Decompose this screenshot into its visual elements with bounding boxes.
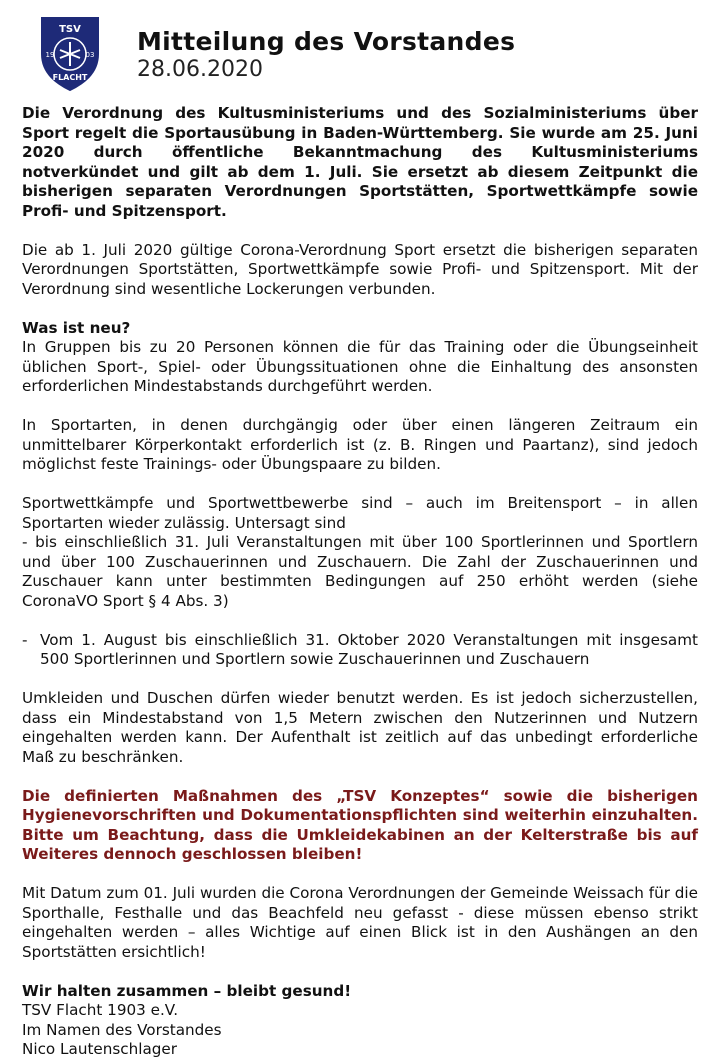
intro-paragraph: Die Verordnung des Kultusministeriums und des Sozialministeriums über Sport regelt die Sportausübung in Baden-Württemberg. Sie wurde am 25. Juni 2020 durch öffentliche Bekanntmachung des Kultusministeriums notverkündet und gilt ab dem 1. Juli. Sie ersetzt ab diesem Zeitpunkt die bisherigen separaten Verordnungen Sportstätten, Sportwettkämpfe sowie Profi- und Spitzensport. <box>22 104 698 220</box>
whats-new-heading: Was ist neu? <box>22 318 131 337</box>
paragraph-contact-sports: In Sportarten, in denen durchgängig oder über einen längeren Zeitraum ein unmittelbarer Körperkontakt erforderlich ist (z. B. Ringen und Paartanz), sind jedoch möglichst feste Trainings- oder Übungspaare zu bilden. <box>22 416 698 473</box>
club-logo <box>38 14 102 92</box>
competitions-item-1: - bis einschließlich 31. Juli Veranstaltungen mit über 100 Sportlerinnen und Sportlern und über 100 Zuschauerinnen und Zuschauern. Die Zahl der Zuschauerinnen und Zuschauer kann unter bestimmten Bedingungen auf 250 erhöht werden (siehe CoronaVO Sport § 4 Abs. 3) <box>22 533 698 610</box>
logo-year-right: 03 <box>85 51 95 59</box>
announcement-body <box>22 104 698 1060</box>
closing-signatory: Nico Lautenschlager <box>22 1040 178 1058</box>
competitions-item-2 <box>22 631 698 670</box>
warning-paragraph: Die definierten Maßnahmen des „TSV Konzeptes“ sowie die bisherigen Hygienevorschriften und Dokumentationspflichten sind weiterhin einzuhalten. Bitte um Beachtung, dass die Umkleidekabinen an der Kelterstraße bis auf Weiteres dennoch geschlossen bleiben! <box>22 786 698 863</box>
logo-text-top: TSV <box>59 24 81 35</box>
competitions-line-2: Sportarten wieder zulässig. Untersagt sind <box>22 513 346 532</box>
closing-section <box>22 982 698 1060</box>
logo-text-bottom: FLACHT <box>52 73 88 82</box>
paragraph-municipality: Mit Datum zum 01. Juli wurden die Corona Verordnungen der Gemeinde Weissach für die Sporthalle, Festhalle und das Beachfeld neu gefasst - diese müssen ebenso strikt eingehalten werden – alles Wichtige auf einen Blick ist in den Aushängen an den Sportstätten ersichtlich! <box>22 884 698 961</box>
closing-on-behalf: Im Namen des Vorstandes <box>22 1020 222 1039</box>
whats-new-text: In Gruppen bis zu 20 Personen können die für das Training oder die Übungseinheit üblichen Sport-, Spiel- oder Übungssituationen ohne die Einhaltung des ansonsten erforderlichen Mindestabstands durchgeführt werden. <box>22 338 698 395</box>
page-title: Mitteilung des Vorstandes <box>137 27 516 56</box>
closing-club: TSV Flacht 1903 e.V. <box>22 1001 179 1019</box>
page-date: 28.06.2020 <box>137 57 263 82</box>
logo-year-left: 19 <box>45 51 55 59</box>
paragraph-corona-ordinance: Die ab 1. Juli 2020 gültige Corona-Verordnung Sport ersetzt die bisherigen separaten Verordnungen Sportstätten, Sportwettkämpfe sowie Profi- und Spitzensport. Mit der Verordnung sind wesentliche Lockerungen verbunden. <box>22 240 698 298</box>
competitions-line-1: Sportwettkämpfe und Sportwettbewerbe sind – auch im Breitensport – in allen <box>22 494 698 512</box>
whats-new-section <box>22 319 698 397</box>
header <box>137 26 515 83</box>
competitions-section <box>22 494 698 611</box>
list-dash: - <box>22 630 28 649</box>
competitions-item-2-text: Vom 1. August bis einschließlich 31. Oktober 2020 Veranstaltungen mit insgesamt 500 Sportlerinnen und Sportlern sowie Zuschauerinnen und Zuschauern <box>40 630 698 668</box>
paragraph-changing-rooms: Umkleiden und Duschen dürfen wieder benutzt werden. Es ist jedoch sicherzustellen, dass ein Mindestabstand von 1,5 Metern zwischen den Nutzerinnen und Nutzern eingehalten werden kann. Der Aufenthalt ist zeitlich auf das unbedingt erforderliche Maß zu beschränken. <box>22 689 698 766</box>
closing-slogan: Wir halten zusammen – bleibt gesund! <box>22 981 352 1000</box>
